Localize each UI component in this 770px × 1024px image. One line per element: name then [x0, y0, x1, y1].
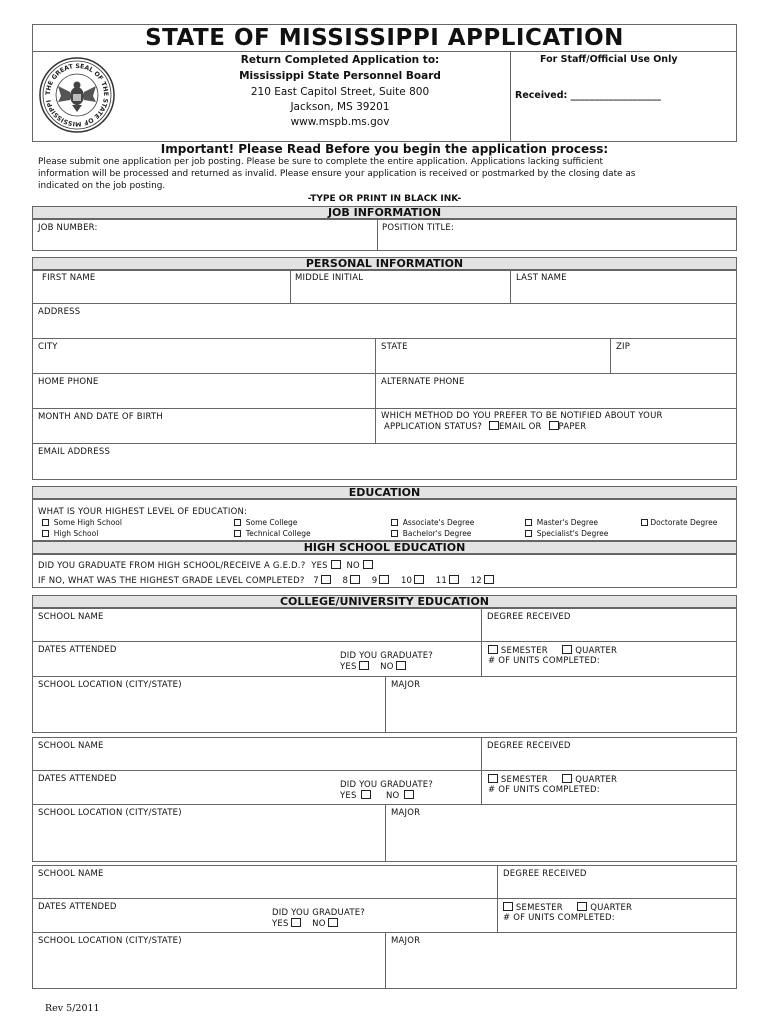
c1-vline-2: [385, 676, 386, 733]
personal-box: [32, 270, 737, 480]
notify-email-label: EMAIL OR: [498, 422, 542, 432]
zip-field[interactable]: ZIP: [616, 342, 631, 352]
c2-dates-field[interactable]: DATES ATTENDED: [38, 774, 117, 784]
staff-use-label: For Staff/Official Use Only: [540, 54, 678, 65]
c2-graduate-question: DID YOU GRADUATE?: [340, 780, 433, 790]
job-number-field[interactable]: JOB NUMBER:: [38, 223, 98, 233]
first-name-field[interactable]: FIRST NAME: [42, 273, 96, 283]
c3-quarter-label: QUARTER: [590, 903, 633, 913]
c1-yes-label: YES: [340, 662, 357, 672]
c3-location-field[interactable]: SCHOOL LOCATION (CITY/STATE): [38, 936, 182, 946]
email-address-field[interactable]: EMAIL ADDRESS: [38, 447, 111, 457]
section-high-school: HIGH SCHOOL EDUCATION: [32, 541, 737, 554]
c1-yes-checkbox[interactable]: [359, 661, 369, 670]
grade-8-checkbox[interactable]: [350, 575, 360, 584]
c3-dates-field[interactable]: DATES ATTENDED: [38, 902, 117, 912]
grade-9-checkbox[interactable]: [379, 575, 389, 584]
address-field[interactable]: ADDRESS: [38, 307, 81, 317]
c3-degree-field[interactable]: DEGREE RECEIVED: [503, 869, 587, 879]
edu-option-technical-college[interactable]: Technical College: [234, 529, 311, 538]
grade-9-label: 9: [371, 576, 378, 586]
ged-no-label: NO: [346, 561, 360, 571]
grade-10-label: 10: [400, 576, 413, 586]
c2-yes-label: YES: [340, 791, 357, 801]
home-phone-field[interactable]: HOME PHONE: [38, 377, 99, 387]
c2-line-1: [32, 770, 737, 771]
header-divider: [32, 51, 737, 52]
middle-initial-field[interactable]: MIDDLE INITIAL: [295, 273, 364, 283]
personal-vline-4: [610, 338, 611, 373]
grade-11-label: 11: [435, 576, 447, 586]
section-college: COLLEGE/UNIVERSITY EDUCATION: [32, 595, 737, 608]
c2-no-checkbox[interactable]: [404, 790, 414, 799]
c2-quarter-checkbox[interactable]: [562, 774, 572, 783]
c1-dates-field[interactable]: DATES ATTENDED: [38, 645, 117, 655]
edu-option-doctorate[interactable]: Doctorate Degree: [641, 518, 717, 527]
personal-vline-3: [375, 338, 376, 443]
header-vdivider: [510, 51, 511, 142]
c1-graduate-question: DID YOU GRADUATE?: [340, 651, 433, 661]
c2-units-field[interactable]: # OF UNITS COMPLETED:: [488, 785, 600, 795]
notify-question: WHICH METHOD DO YOU PREFER TO BE NOTIFIED ABOUT YOUR: [381, 411, 663, 421]
board-city: Jackson, MS 39201: [290, 101, 390, 113]
personal-row-line-3: [32, 373, 737, 374]
c3-yes-checkbox[interactable]: [291, 918, 301, 927]
ged-question-text: DID YOU GRADUATE FROM HIGH SCHOOL/RECEIVE A G.E.D.?: [38, 561, 306, 571]
notify-paper-label: PAPER: [558, 422, 587, 432]
ink-instruction: -TYPE OR PRINT IN BLACK INK-: [307, 194, 462, 204]
grade-10-checkbox[interactable]: [414, 575, 424, 584]
section-job-information: JOB INFORMATION: [32, 206, 737, 219]
c2-no-label: NO: [385, 791, 400, 801]
c2-school-name-field[interactable]: SCHOOL NAME: [38, 741, 104, 751]
personal-row-line-4: [32, 408, 737, 409]
city-field[interactable]: CITY: [38, 342, 58, 352]
c2-semester-label: SEMESTER: [500, 775, 548, 785]
c1-semester-checkbox[interactable]: [488, 645, 498, 654]
personal-vline-2: [510, 270, 511, 303]
c3-no-checkbox[interactable]: [328, 918, 338, 927]
c3-graduate-options: [272, 918, 338, 929]
c3-yes-label: YES: [272, 919, 289, 929]
grade-11-checkbox[interactable]: [449, 575, 459, 584]
c2-vline-2: [385, 804, 386, 862]
revision-label: Rev 5/2011: [45, 1003, 100, 1014]
edu-option-some-college[interactable]: Some College: [234, 518, 297, 527]
c2-semester-checkbox[interactable]: [488, 774, 498, 783]
c3-vline-2: [385, 932, 386, 989]
c2-graduate-options: [340, 790, 414, 801]
c2-vline-1: [481, 737, 482, 804]
alternate-phone-field[interactable]: ALTERNATE PHONE: [381, 377, 465, 387]
c1-graduate-options: [340, 661, 406, 672]
state-field[interactable]: STATE: [381, 342, 408, 352]
notify-question-2: [384, 421, 586, 432]
c3-semester-label: SEMESTER: [515, 903, 563, 913]
education-question: WHAT IS YOUR HIGHEST LEVEL OF EDUCATION:: [38, 507, 248, 517]
grade-12-checkbox[interactable]: [484, 575, 494, 584]
c1-vline-1: [481, 608, 482, 676]
personal-vline-1: [290, 270, 291, 303]
job-divider: [377, 219, 378, 251]
edu-option-masters[interactable]: Master's Degree: [525, 518, 598, 527]
edu-option-specialists[interactable]: Specialist's Degree: [525, 529, 608, 538]
position-title-field[interactable]: POSITION TITLE:: [382, 223, 455, 233]
c1-quarter-label: QUARTER: [575, 646, 618, 656]
section-personal-information: PERSONAL INFORMATION: [32, 257, 737, 270]
c3-units-field[interactable]: # OF UNITS COMPLETED:: [503, 913, 615, 923]
edu-option-some-high-school[interactable]: Some High School: [42, 518, 122, 527]
c1-degree-field[interactable]: DEGREE RECEIVED: [487, 612, 571, 622]
c1-location-field[interactable]: SCHOOL LOCATION (CITY/STATE): [38, 680, 182, 690]
c3-school-name-field[interactable]: SCHOOL NAME: [38, 869, 104, 879]
notify-paper-checkbox[interactable]: [549, 421, 559, 430]
received-field[interactable]: Received: ___________________: [515, 90, 661, 101]
c2-major-field[interactable]: MAJOR: [391, 808, 421, 818]
notify-question-line2: APPLICATION STATUS?: [384, 422, 483, 432]
grade-question: [38, 575, 494, 586]
c3-quarter-checkbox[interactable]: [577, 902, 587, 911]
intro-line-2: information will be processed and returned as invalid. Please ensure your application is received or postmarked by the closing date as: [38, 169, 636, 179]
c3-line-1: [32, 898, 737, 899]
c1-school-name-field[interactable]: SCHOOL NAME: [38, 612, 104, 622]
c3-semester-checkbox[interactable]: [503, 902, 513, 911]
ged-yes-checkbox[interactable]: [331, 560, 341, 569]
board-website[interactable]: www.mspb.ms.gov: [290, 116, 390, 128]
c1-no-label: NO: [380, 662, 394, 672]
section-education: EDUCATION: [32, 486, 737, 499]
intro-line-3: indicated on the job posting.: [38, 181, 166, 191]
svg-text:THE GREAT SEAL OF THE STATE OF: THE GREAT SEAL OF THE STATE OF MISSISSIPPI: [44, 62, 110, 128]
c3-no-label: NO: [312, 919, 326, 929]
grade-8-label: 8: [342, 576, 349, 586]
notify-email-checkbox[interactable]: [489, 421, 499, 430]
c3-term-options: [503, 902, 632, 913]
intro-line-1: Please submit one application per job posting. Please be sure to complete the entire application. Applications lacking sufficient: [38, 157, 603, 167]
edu-option-associates[interactable]: Associate's Degree: [391, 518, 474, 527]
grade-7-checkbox[interactable]: [321, 575, 331, 584]
return-heading: Return Completed Application to:: [240, 54, 440, 66]
c2-location-field[interactable]: SCHOOL LOCATION (CITY/STATE): [38, 808, 182, 818]
edu-option-high-school[interactable]: High School: [42, 529, 98, 538]
c1-semester-label: SEMESTER: [500, 646, 548, 656]
c2-degree-field[interactable]: DEGREE RECEIVED: [487, 741, 571, 751]
c2-term-options: [488, 774, 617, 785]
c1-quarter-checkbox[interactable]: [562, 645, 572, 654]
form-title: STATE OF MISSISSIPPI APPLICATION: [145, 25, 624, 51]
personal-row-line-2: [32, 338, 737, 339]
c1-term-options: [488, 645, 617, 656]
personal-row-line-5: [32, 443, 737, 444]
c1-major-field[interactable]: MAJOR: [391, 680, 421, 690]
c1-line-1: [32, 641, 737, 642]
c2-quarter-label: QUARTER: [575, 775, 618, 785]
ged-no-checkbox[interactable]: [363, 560, 373, 569]
edu-option-bachelors[interactable]: Bachelor's Degree: [391, 529, 471, 538]
grade-12-label: 12: [470, 576, 482, 586]
last-name-field[interactable]: LAST NAME: [516, 273, 567, 283]
c3-graduate-question: DID YOU GRADUATE?: [272, 908, 365, 918]
state-seal-icon: [38, 56, 116, 134]
ged-question: [38, 560, 373, 571]
ged-yes-label: YES: [311, 561, 328, 571]
board-name: Mississippi State Personnel Board: [239, 70, 441, 82]
c3-major-field[interactable]: MAJOR: [391, 936, 421, 946]
c2-yes-checkbox[interactable]: [361, 790, 371, 799]
grade-7-label: 7: [313, 576, 319, 586]
education-box: [32, 499, 737, 541]
personal-row-line-1: [32, 303, 737, 304]
c1-no-checkbox[interactable]: [396, 661, 406, 670]
important-heading: Important! Please Read Before you begin the application process:: [160, 142, 609, 156]
c1-units-field[interactable]: # OF UNITS COMPLETED:: [488, 656, 600, 666]
c3-vline-1: [497, 865, 498, 932]
grade-question-text: IF NO, WHAT WAS THE HIGHEST GRADE LEVEL COMPLETED?: [38, 576, 305, 586]
board-street: 210 East Capitol Street, Suite 800: [250, 86, 430, 98]
dob-field[interactable]: MONTH AND DATE OF BIRTH: [38, 412, 163, 422]
